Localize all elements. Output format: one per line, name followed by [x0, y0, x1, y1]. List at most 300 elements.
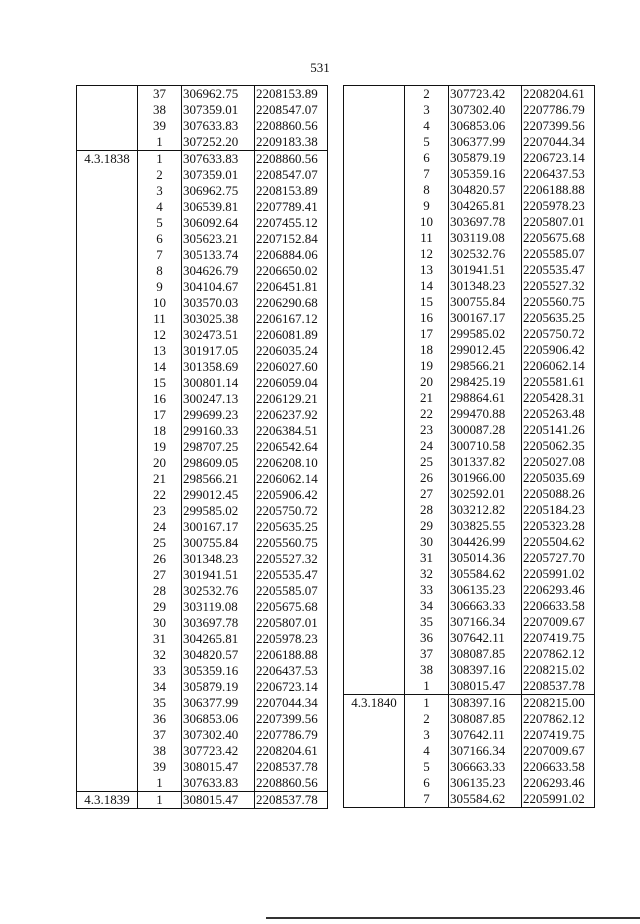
- table-row: [344, 727, 595, 743]
- section-cell: [77, 311, 138, 327]
- section-cell: [77, 535, 138, 551]
- section-cell: 4.3.1839: [77, 792, 138, 809]
- point-number-cell: 38: [138, 102, 182, 118]
- point-number-cell: 6: [405, 775, 449, 791]
- point-number-cell: 5: [405, 759, 449, 775]
- point-number-cell: 39: [138, 118, 182, 134]
- y-coordinate-cell: 2209183.38: [255, 134, 328, 151]
- section-cell: [344, 438, 405, 454]
- y-coordinate-cell: 2205428.31: [522, 390, 595, 406]
- table-row: [77, 567, 328, 583]
- table-row: [77, 679, 328, 695]
- x-coordinate-cell: 302473.51: [182, 327, 255, 343]
- x-coordinate-cell: 302532.76: [449, 246, 522, 262]
- table-row: [77, 599, 328, 615]
- x-coordinate-cell: 301337.82: [449, 454, 522, 470]
- table-row: [77, 231, 328, 247]
- section-cell: [344, 775, 405, 791]
- x-coordinate-cell: 305133.74: [182, 247, 255, 263]
- section-cell: [344, 727, 405, 743]
- x-coordinate-cell: 301348.23: [449, 278, 522, 294]
- section-cell: [344, 502, 405, 518]
- table-row: [344, 678, 595, 695]
- table-row: [77, 311, 328, 327]
- section-cell: [344, 743, 405, 759]
- y-coordinate-cell: 2205906.42: [522, 342, 595, 358]
- table-row: [344, 246, 595, 262]
- x-coordinate-cell: 306962.75: [182, 86, 255, 103]
- section-cell: [344, 630, 405, 646]
- x-coordinate-cell: 303570.03: [182, 295, 255, 311]
- y-coordinate-cell: 2207399.56: [255, 711, 328, 727]
- table-row: [344, 374, 595, 390]
- y-coordinate-cell: 2205635.25: [255, 519, 328, 535]
- point-number-cell: 12: [405, 246, 449, 262]
- y-coordinate-cell: 2205535.47: [522, 262, 595, 278]
- section-cell: [77, 407, 138, 423]
- x-coordinate-cell: 302592.01: [449, 486, 522, 502]
- x-coordinate-cell: 298864.61: [449, 390, 522, 406]
- table-row: [344, 310, 595, 326]
- x-coordinate-cell: 306962.75: [182, 183, 255, 199]
- table-row: [77, 359, 328, 375]
- x-coordinate-cell: 308087.85: [449, 646, 522, 662]
- point-number-cell: 8: [138, 263, 182, 279]
- point-number-cell: 37: [138, 727, 182, 743]
- y-coordinate-cell: 2206167.12: [255, 311, 328, 327]
- x-coordinate-cell: 299012.45: [182, 487, 255, 503]
- y-coordinate-cell: 2207786.79: [255, 727, 328, 743]
- table-row: [344, 166, 595, 182]
- y-coordinate-cell: 2208204.61: [255, 743, 328, 759]
- x-coordinate-cell: 298566.21: [449, 358, 522, 374]
- y-coordinate-cell: 2208860.56: [255, 151, 328, 168]
- section-cell: [77, 215, 138, 231]
- table-row: [77, 151, 328, 168]
- y-coordinate-cell: 2208547.07: [255, 102, 328, 118]
- section-cell: [77, 263, 138, 279]
- section-cell: [344, 406, 405, 422]
- point-number-cell: 11: [138, 311, 182, 327]
- point-number-cell: 18: [405, 342, 449, 358]
- x-coordinate-cell: 305359.16: [449, 166, 522, 182]
- point-number-cell: 8: [405, 182, 449, 198]
- y-coordinate-cell: 2207789.41: [255, 199, 328, 215]
- point-number-cell: 24: [138, 519, 182, 535]
- y-coordinate-cell: 2205035.69: [522, 470, 595, 486]
- table-row: [344, 470, 595, 486]
- section-cell: [344, 711, 405, 727]
- y-coordinate-cell: 2205560.75: [522, 294, 595, 310]
- y-coordinate-cell: 2207862.12: [522, 711, 595, 727]
- x-coordinate-cell: 303825.55: [449, 518, 522, 534]
- point-number-cell: 29: [138, 599, 182, 615]
- x-coordinate-cell: 305584.62: [449, 566, 522, 582]
- x-coordinate-cell: 306853.06: [182, 711, 255, 727]
- section-cell: [344, 759, 405, 775]
- x-coordinate-cell: 307633.83: [182, 118, 255, 134]
- point-number-cell: 6: [138, 231, 182, 247]
- table-row: [344, 759, 595, 775]
- section-cell: [344, 614, 405, 630]
- y-coordinate-cell: 2208860.56: [255, 775, 328, 792]
- section-cell: [344, 166, 405, 182]
- point-number-cell: 2: [138, 167, 182, 183]
- x-coordinate-cell: 303025.38: [182, 311, 255, 327]
- point-number-cell: 33: [138, 663, 182, 679]
- y-coordinate-cell: 2206650.02: [255, 263, 328, 279]
- section-cell: [77, 759, 138, 775]
- y-coordinate-cell: 2206293.46: [522, 775, 595, 791]
- point-number-cell: 1: [138, 775, 182, 792]
- table-row: [77, 439, 328, 455]
- point-number-cell: 5: [405, 134, 449, 150]
- y-coordinate-cell: 2206293.46: [522, 582, 595, 598]
- table-row: [344, 358, 595, 374]
- y-coordinate-cell: 2206384.51: [255, 423, 328, 439]
- table-row: [344, 118, 595, 134]
- point-number-cell: 18: [138, 423, 182, 439]
- x-coordinate-cell: 308015.47: [182, 759, 255, 775]
- y-coordinate-cell: 2205504.62: [522, 534, 595, 550]
- point-number-cell: 34: [138, 679, 182, 695]
- y-coordinate-cell: 2206633.58: [522, 598, 595, 614]
- x-coordinate-cell: 303119.08: [449, 230, 522, 246]
- section-cell: [344, 102, 405, 118]
- point-number-cell: 20: [405, 374, 449, 390]
- x-coordinate-cell: 305014.36: [449, 550, 522, 566]
- x-coordinate-cell: 300167.17: [182, 519, 255, 535]
- point-number-cell: 30: [138, 615, 182, 631]
- point-number-cell: 28: [405, 502, 449, 518]
- point-number-cell: 35: [405, 614, 449, 630]
- table-row: [77, 343, 328, 359]
- y-coordinate-cell: 2207786.79: [522, 102, 595, 118]
- table-row: [344, 695, 595, 712]
- section-cell: [77, 102, 138, 118]
- x-coordinate-cell: 306377.99: [449, 134, 522, 150]
- point-number-cell: 7: [138, 247, 182, 263]
- section-cell: [344, 566, 405, 582]
- section-cell: [77, 679, 138, 695]
- table-row: [344, 566, 595, 582]
- x-coordinate-cell: 304265.81: [182, 631, 255, 647]
- x-coordinate-cell: 307166.34: [449, 743, 522, 759]
- y-coordinate-cell: 2207152.84: [255, 231, 328, 247]
- point-number-cell: 21: [138, 471, 182, 487]
- y-coordinate-cell: 2207419.75: [522, 630, 595, 646]
- x-coordinate-cell: 300801.14: [182, 375, 255, 391]
- section-cell: [77, 695, 138, 711]
- table-row: [344, 518, 595, 534]
- point-number-cell: 13: [405, 262, 449, 278]
- section-cell: [344, 230, 405, 246]
- section-cell: [344, 182, 405, 198]
- table-row: [344, 326, 595, 342]
- x-coordinate-cell: 301941.51: [182, 567, 255, 583]
- section-cell: [344, 662, 405, 678]
- x-coordinate-cell: 306377.99: [182, 695, 255, 711]
- x-coordinate-cell: 304820.57: [182, 647, 255, 663]
- y-coordinate-cell: 2207419.75: [522, 727, 595, 743]
- section-cell: [77, 471, 138, 487]
- table-row: [77, 183, 328, 199]
- point-number-cell: 1: [405, 678, 449, 695]
- y-coordinate-cell: 2206633.58: [522, 759, 595, 775]
- x-coordinate-cell: 304104.67: [182, 279, 255, 295]
- x-coordinate-cell: 308397.16: [449, 662, 522, 678]
- x-coordinate-cell: 306539.81: [182, 199, 255, 215]
- y-coordinate-cell: 2206062.14: [522, 358, 595, 374]
- table-row: [344, 438, 595, 454]
- y-coordinate-cell: 2205141.26: [522, 422, 595, 438]
- y-coordinate-cell: 2205750.72: [255, 503, 328, 519]
- section-cell: [77, 86, 138, 103]
- y-coordinate-cell: 2205807.01: [255, 615, 328, 631]
- x-coordinate-cell: 298425.19: [449, 374, 522, 390]
- table-row: [77, 263, 328, 279]
- table-row: [344, 342, 595, 358]
- table-row: [344, 102, 595, 118]
- table-row: [77, 375, 328, 391]
- table-row: [344, 662, 595, 678]
- table-row: [344, 598, 595, 614]
- section-cell: [77, 743, 138, 759]
- table-row: [344, 791, 595, 808]
- x-coordinate-cell: 304265.81: [449, 198, 522, 214]
- section-cell: [77, 183, 138, 199]
- x-coordinate-cell: 300710.58: [449, 438, 522, 454]
- table-row: [77, 102, 328, 118]
- section-cell: [77, 439, 138, 455]
- table-row: [344, 198, 595, 214]
- x-coordinate-cell: 302532.76: [182, 583, 255, 599]
- x-coordinate-cell: 305359.16: [182, 663, 255, 679]
- section-cell: [77, 599, 138, 615]
- section-cell: [344, 86, 405, 103]
- y-coordinate-cell: 2205535.47: [255, 567, 328, 583]
- point-number-cell: 16: [405, 310, 449, 326]
- section-cell: [344, 310, 405, 326]
- point-number-cell: 14: [405, 278, 449, 294]
- table-row: [77, 775, 328, 792]
- table-row: [344, 646, 595, 662]
- table-row: [344, 214, 595, 230]
- x-coordinate-cell: 307359.01: [182, 167, 255, 183]
- point-number-cell: 6: [405, 150, 449, 166]
- y-coordinate-cell: 2206059.04: [255, 375, 328, 391]
- table-row: [77, 86, 328, 103]
- y-coordinate-cell: 2206188.88: [255, 647, 328, 663]
- point-number-cell: 9: [138, 279, 182, 295]
- table-row: [344, 630, 595, 646]
- table-row: [344, 278, 595, 294]
- point-number-cell: 19: [405, 358, 449, 374]
- x-coordinate-cell: 308015.47: [449, 678, 522, 695]
- y-coordinate-cell: 2208215.02: [522, 662, 595, 678]
- table-row: [77, 391, 328, 407]
- table-row: [77, 583, 328, 599]
- point-number-cell: 22: [138, 487, 182, 503]
- y-coordinate-cell: 2207399.56: [522, 118, 595, 134]
- y-coordinate-cell: 2207009.67: [522, 743, 595, 759]
- point-number-cell: 16: [138, 391, 182, 407]
- table-row: [344, 534, 595, 550]
- x-coordinate-cell: 306663.33: [449, 759, 522, 775]
- table-row: [344, 134, 595, 150]
- section-cell: [344, 550, 405, 566]
- y-coordinate-cell: 2205750.72: [522, 326, 595, 342]
- x-coordinate-cell: 305584.62: [449, 791, 522, 808]
- x-coordinate-cell: 299470.88: [449, 406, 522, 422]
- x-coordinate-cell: 304820.57: [449, 182, 522, 198]
- table-row: [344, 454, 595, 470]
- point-number-cell: 4: [405, 743, 449, 759]
- section-cell: [344, 374, 405, 390]
- y-coordinate-cell: 2208204.61: [522, 86, 595, 103]
- x-coordinate-cell: 306092.64: [182, 215, 255, 231]
- section-cell: [77, 647, 138, 663]
- x-coordinate-cell: 306135.23: [449, 775, 522, 791]
- table-row: [344, 150, 595, 166]
- section-cell: [344, 486, 405, 502]
- table-row: [344, 294, 595, 310]
- table-row: [77, 134, 328, 151]
- section-cell: [344, 646, 405, 662]
- table-row: [77, 407, 328, 423]
- x-coordinate-cell: 307633.83: [182, 775, 255, 792]
- table-row: [77, 295, 328, 311]
- coordinate-table-right: [343, 85, 595, 808]
- section-cell: [344, 390, 405, 406]
- y-coordinate-cell: 2208860.56: [255, 118, 328, 134]
- x-coordinate-cell: 303697.78: [449, 214, 522, 230]
- scan-edge-line: [266, 917, 640, 919]
- section-cell: [77, 487, 138, 503]
- x-coordinate-cell: 307642.11: [449, 727, 522, 743]
- y-coordinate-cell: 2205991.02: [522, 566, 595, 582]
- section-cell: [77, 455, 138, 471]
- table-row: [77, 215, 328, 231]
- x-coordinate-cell: 300087.28: [449, 422, 522, 438]
- point-number-cell: 31: [138, 631, 182, 647]
- section-cell: [77, 295, 138, 311]
- point-number-cell: 34: [405, 598, 449, 614]
- y-coordinate-cell: 2206723.14: [522, 150, 595, 166]
- section-cell: [77, 423, 138, 439]
- y-coordinate-cell: 2206027.60: [255, 359, 328, 375]
- x-coordinate-cell: 301966.00: [449, 470, 522, 486]
- table-row: [77, 711, 328, 727]
- table-row: [77, 792, 328, 809]
- section-cell: [77, 231, 138, 247]
- y-coordinate-cell: 2206542.64: [255, 439, 328, 455]
- point-number-cell: 3: [138, 183, 182, 199]
- y-coordinate-cell: 2207862.12: [522, 646, 595, 662]
- table-row: [344, 711, 595, 727]
- point-number-cell: 7: [405, 791, 449, 808]
- point-number-cell: 24: [405, 438, 449, 454]
- table-row: [344, 502, 595, 518]
- page-number: 531: [310, 60, 330, 75]
- section-cell: [344, 342, 405, 358]
- point-number-cell: 15: [138, 375, 182, 391]
- table-row: [77, 695, 328, 711]
- y-coordinate-cell: 2205062.35: [522, 438, 595, 454]
- y-coordinate-cell: 2207044.34: [255, 695, 328, 711]
- section-cell: [344, 470, 405, 486]
- y-coordinate-cell: 2208537.78: [255, 759, 328, 775]
- section-cell: [77, 567, 138, 583]
- x-coordinate-cell: 307642.11: [449, 630, 522, 646]
- x-coordinate-cell: 299012.45: [449, 342, 522, 358]
- table-row: [77, 327, 328, 343]
- point-number-cell: 32: [138, 647, 182, 663]
- x-coordinate-cell: 304426.99: [449, 534, 522, 550]
- section-cell: [77, 118, 138, 134]
- section-cell: [77, 711, 138, 727]
- section-cell: [77, 343, 138, 359]
- x-coordinate-cell: 307723.42: [449, 86, 522, 103]
- point-number-cell: 33: [405, 582, 449, 598]
- section-cell: [77, 663, 138, 679]
- point-number-cell: 1: [138, 151, 182, 168]
- x-coordinate-cell: 307252.20: [182, 134, 255, 151]
- x-coordinate-cell: 306853.06: [449, 118, 522, 134]
- table-row: [77, 423, 328, 439]
- y-coordinate-cell: 2205585.07: [255, 583, 328, 599]
- y-coordinate-cell: 2206062.14: [255, 471, 328, 487]
- x-coordinate-cell: 307723.42: [182, 743, 255, 759]
- point-number-cell: 36: [138, 711, 182, 727]
- point-number-cell: 1: [405, 695, 449, 712]
- section-cell: [344, 358, 405, 374]
- y-coordinate-cell: 2206035.24: [255, 343, 328, 359]
- point-number-cell: 36: [405, 630, 449, 646]
- y-coordinate-cell: 2205027.08: [522, 454, 595, 470]
- x-coordinate-cell: 305879.19: [449, 150, 522, 166]
- point-number-cell: 17: [138, 407, 182, 423]
- x-coordinate-cell: 307166.34: [449, 614, 522, 630]
- section-cell: [344, 422, 405, 438]
- table-row: [77, 759, 328, 775]
- section-cell: [77, 615, 138, 631]
- section-cell: [77, 551, 138, 567]
- point-number-cell: 25: [138, 535, 182, 551]
- section-cell: [77, 631, 138, 647]
- section-cell: [344, 791, 405, 808]
- section-cell: [344, 518, 405, 534]
- y-coordinate-cell: 2205906.42: [255, 487, 328, 503]
- x-coordinate-cell: 308397.16: [449, 695, 522, 712]
- x-coordinate-cell: 304626.79: [182, 263, 255, 279]
- table-row: [77, 647, 328, 663]
- point-number-cell: 35: [138, 695, 182, 711]
- section-cell: [77, 167, 138, 183]
- x-coordinate-cell: 301348.23: [182, 551, 255, 567]
- point-number-cell: 1: [138, 792, 182, 809]
- y-coordinate-cell: 2208153.89: [255, 86, 328, 103]
- y-coordinate-cell: 2205581.61: [522, 374, 595, 390]
- point-number-cell: 12: [138, 327, 182, 343]
- point-number-cell: 11: [405, 230, 449, 246]
- point-number-cell: 4: [138, 199, 182, 215]
- section-cell: [77, 375, 138, 391]
- x-coordinate-cell: 305623.21: [182, 231, 255, 247]
- y-coordinate-cell: 2206081.89: [255, 327, 328, 343]
- point-number-cell: 30: [405, 534, 449, 550]
- point-number-cell: 2: [405, 711, 449, 727]
